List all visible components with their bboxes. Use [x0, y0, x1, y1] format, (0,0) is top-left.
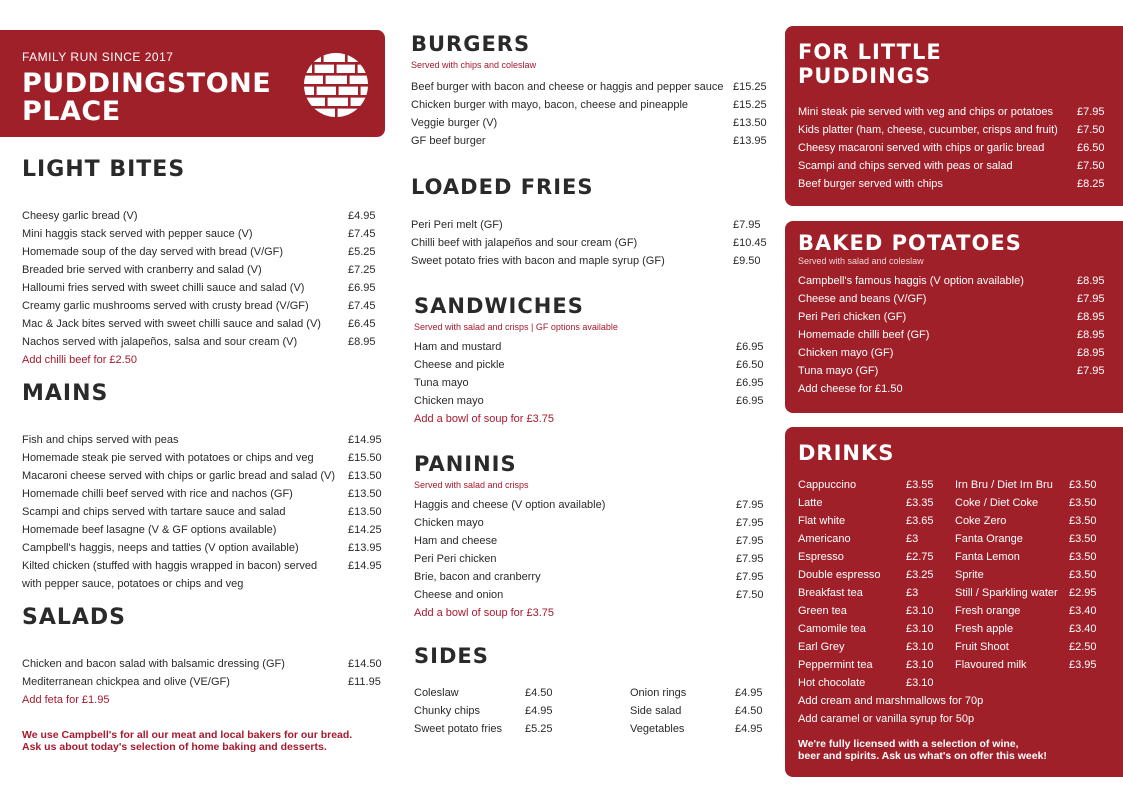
menu-item: Cheese and pickle £6.50 [414, 359, 764, 371]
menu-item-continued: with pepper sauce, potatoes or chips and veg [22, 578, 244, 590]
menu-item: Cheese and beans (V/GF) £7.95 [798, 293, 1105, 305]
section-title: LIGHT BITES [22, 157, 186, 182]
menu-item: Chicken mayo £6.95 [414, 395, 764, 407]
brand-tagline: FAMILY RUN SINCE 2017 [22, 50, 174, 64]
menu-item: Tuna mayo £6.95 [414, 377, 764, 389]
section-salads [22, 603, 382, 709]
section-title: BURGERS [411, 32, 531, 56]
menu-item: Earl Grey £3.10 [798, 641, 934, 653]
menu-item: Sweet potato fries £5.25 [414, 723, 553, 735]
section-title: MAINS [22, 381, 109, 406]
menu-item: Campbell's haggis, neeps and tatties (V option available) £13.95 [22, 542, 382, 554]
section-little-puddings [785, 26, 1123, 206]
section-title: SIDES [414, 644, 489, 668]
menu-item: Nachos served with jalapeños, salsa and sour cream (V) £8.95 [22, 336, 376, 348]
section-title: SANDWICHES [414, 294, 584, 318]
menu-item: Peri Peri chicken £7.95 [414, 553, 764, 565]
menu-item: Still / Sparkling water £2.95 [955, 587, 1097, 599]
section-light-bites [22, 155, 382, 369]
brand-name-line2: PLACE [22, 96, 121, 127]
section-title: DRINKS [798, 441, 895, 465]
menu-item: Halloumi fries served with sweet chilli sauce and salad (V) £6.95 [22, 282, 376, 294]
section-sandwiches [411, 292, 766, 428]
menu-item: Green tea £3.10 [798, 605, 934, 617]
menu-item: Cheese and onion £7.50 [414, 589, 764, 601]
menu-item: Cheesy garlic bread (V) £4.95 [22, 210, 376, 222]
brand-name-line1: PUDDINGSTONE [22, 68, 272, 99]
menu-item: Homemade chilli beef (GF) £8.95 [798, 329, 1105, 341]
menu-item: Macaroni cheese served with chips or garlic bread and salad (V) £13.50 [22, 470, 382, 482]
section-note: Add cheese for £1.50 [798, 383, 903, 395]
menu-item: Hot chocolate £3.10 [798, 677, 934, 689]
menu-item: Fanta Orange £3.50 [955, 533, 1097, 545]
menu-item: Cappuccino £3.55 [798, 479, 934, 491]
brick-wall-logo-icon [303, 52, 369, 118]
section-subtitle: Served with chips and coleslaw [411, 60, 537, 70]
menu-item: Coke / Diet Coke £3.50 [955, 497, 1097, 509]
column-middle [411, 30, 766, 738]
menu-item: Espresso £2.75 [798, 551, 934, 563]
section-subtitle: Served with salad and coleslaw [798, 256, 924, 266]
menu-item: Chilli beef with jalapeños and sour cream (GF) £10.45 [411, 237, 767, 249]
menu-item: Chicken mayo £7.95 [414, 517, 764, 529]
section-subtitle: Served with salad and crisps | GF options available [414, 322, 618, 332]
section-title: PANINIS [414, 452, 517, 476]
menu-item: Vegetables £4.95 [630, 723, 763, 735]
section-note: Add feta for £1.95 [22, 694, 110, 706]
menu-item: Mac & Jack bites served with sweet chilli sauce and salad (V) £6.45 [22, 318, 376, 330]
menu-item: Flavoured milk £3.95 [955, 659, 1097, 671]
brand-name [22, 70, 271, 126]
section-baked-potatoes [785, 221, 1123, 413]
menu-item: Side salad £4.50 [630, 705, 763, 717]
section-paninis [411, 450, 766, 622]
menu-item: Onion rings £4.95 [630, 687, 763, 699]
menu-item: Coke Zero £3.50 [955, 515, 1097, 527]
section-title: FOR LITTLE PUDDINGS [798, 40, 942, 88]
menu-item: Americano £3 [798, 533, 919, 545]
menu-item: Campbell's famous haggis (V option available) £8.95 [798, 275, 1105, 287]
section-title: LOADED FRIES [411, 175, 594, 199]
section-loaded-fries [411, 173, 766, 270]
section-sides [411, 642, 766, 738]
menu-item: Scampi and chips served with tartare sauce and salad £13.50 [22, 506, 382, 518]
section-note: Add chilli beef for £2.50 [22, 354, 137, 366]
menu-item: Fresh orange £3.40 [955, 605, 1097, 617]
menu-item: Creamy garlic mushrooms served with crusty bread (V/GF) £7.45 [22, 300, 376, 312]
menu-item: Chicken mayo (GF) £8.95 [798, 347, 1105, 359]
section-note: Add a bowl of soup for £3.75 [414, 413, 555, 425]
menu-item: Fruit Shoot £2.50 [955, 641, 1097, 653]
menu-item: Scampi and chips served with peas or salad £7.50 [798, 160, 1105, 172]
menu-item: GF beef burger £13.95 [411, 135, 767, 147]
menu-item: Veggie burger (V) £13.50 [411, 117, 767, 129]
menu-item: Breakfast tea £3 [798, 587, 919, 599]
drinks-note-syrup: Add caramel or vanilla syrup for 50p [798, 713, 975, 725]
menu-item: Double espresso £3.25 [798, 569, 934, 581]
section-mains [22, 379, 382, 593]
bakery-note: We use Campbell's for all our meat and local bakers for our bread. Ask us about today's selection of home baking and desserts. [22, 729, 353, 753]
licence-note: We're fully licensed with a selection of wine, beer and spirits. Ask us what's on offer this week! [798, 738, 1047, 762]
menu-item: Coleslaw £4.50 [414, 687, 553, 699]
menu-item: Kids platter (ham, cheese, cucumber, crisps and fruit) £7.50 [798, 124, 1105, 136]
menu-item: Latte £3.35 [798, 497, 934, 509]
menu-item: Sweet potato fries with bacon and maple syrup (GF) £9.50 [411, 255, 761, 267]
menu-item: Homemade soup of the day served with bread (V/GF) £5.25 [22, 246, 376, 258]
menu-item: Homemade steak pie served with potatoes or chips and veg £15.50 [22, 452, 382, 464]
section-title: BAKED POTATOES [798, 231, 1022, 255]
menu-item: Camomile tea £3.10 [798, 623, 934, 635]
menu-item: Fresh apple £3.40 [955, 623, 1097, 635]
column-left [22, 155, 382, 753]
menu-item: Peppermint tea £3.10 [798, 659, 934, 671]
menu-item: Haggis and cheese (V option available) £7.95 [414, 499, 764, 511]
menu-item: Brie, bacon and cranberry £7.95 [414, 571, 764, 583]
menu-item: Flat white £3.65 [798, 515, 934, 527]
section-subtitle: Served with salad and crisps [414, 480, 529, 490]
menu-item: Peri Peri melt (GF) £7.95 [411, 219, 761, 231]
menu-item: Beef burger with bacon and cheese or haggis and pepper sauce £15.25 [411, 81, 767, 93]
menu-item: Mediterranean chickpea and olive (VE/GF) £11.95 [22, 676, 381, 688]
menu-item: Kilted chicken (stuffed with haggis wrapped in bacon) served £14.95 [22, 560, 382, 572]
menu-item: Ham and mustard £6.95 [414, 341, 764, 353]
section-drinks [785, 427, 1123, 777]
menu-item: Chunky chips £4.95 [414, 705, 553, 717]
section-title: SALADS [22, 605, 127, 630]
menu-item: Cheesy macaroni served with chips or garlic bread £6.50 [798, 142, 1105, 154]
menu-item: Homemade beef lasagne (V & GF options available) £14.25 [22, 524, 382, 536]
menu-item: Tuna mayo (GF) £7.95 [798, 365, 1105, 377]
menu-item: Beef burger served with chips £8.25 [798, 178, 1105, 190]
menu-item: Mini haggis stack served with pepper sauce (V) £7.45 [22, 228, 376, 240]
menu-item: Chicken burger with mayo, bacon, cheese and pineapple £15.25 [411, 99, 767, 111]
menu-item: Chicken and bacon salad with balsamic dressing (GF) £14.50 [22, 658, 382, 670]
menu-item: Ham and cheese £7.95 [414, 535, 764, 547]
menu-item: Breaded brie served with cranberry and salad (V) £7.25 [22, 264, 376, 276]
section-burgers [411, 30, 766, 150]
menu-item: Peri Peri chicken (GF) £8.95 [798, 311, 1105, 323]
brand-banner [0, 30, 385, 137]
drinks-note-cream: Add cream and marshmallows for 70p [798, 695, 984, 707]
menu-item: Homemade chilli beef served with rice and nachos (GF) £13.50 [22, 488, 382, 500]
menu-item: Sprite £3.50 [955, 569, 1097, 581]
menu-item: Fish and chips served with peas £14.95 [22, 434, 382, 446]
menu-item: Irn Bru / Diet Irn Bru £3.50 [955, 479, 1097, 491]
section-note: Add a bowl of soup for £3.75 [414, 607, 555, 619]
menu-item: Mini steak pie served with veg and chips or potatoes £7.95 [798, 106, 1105, 118]
menu-item: Fanta Lemon £3.50 [955, 551, 1097, 563]
